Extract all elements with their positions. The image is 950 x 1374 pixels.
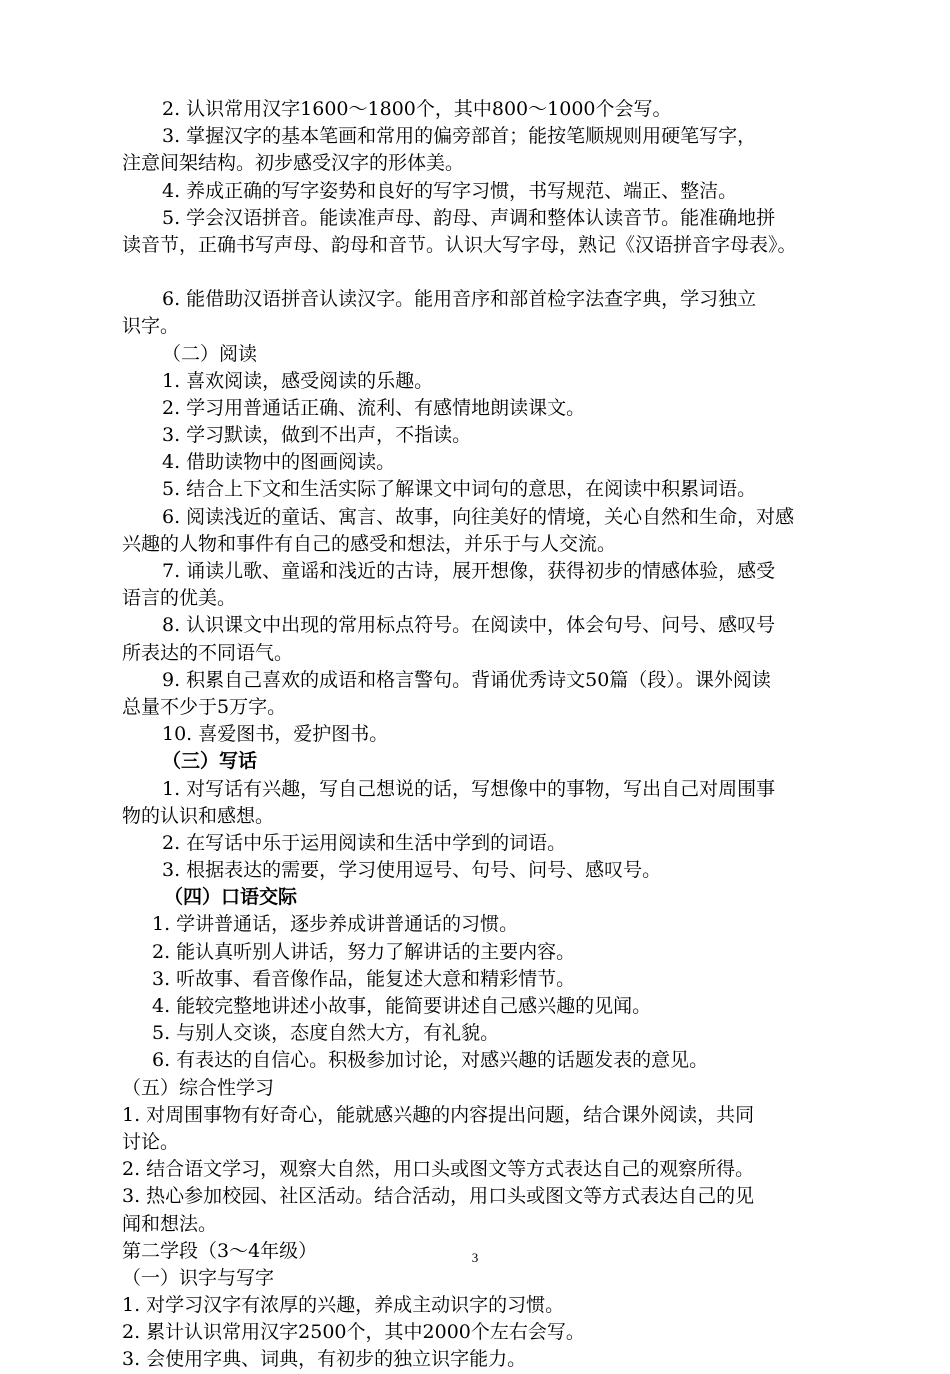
paragraph-line: 闻和想法。 (122, 1212, 218, 1235)
stage-heading: 第二学段（3～4年级） (122, 1239, 318, 1262)
paragraph-line: 1. 对学习汉字有浓厚的兴趣，养成主动识字的习惯。 (122, 1294, 565, 1317)
paragraph-line: 3. 热心参加校园、社区活动。结合活动，用口头或图文等方式表达自己的见 (122, 1185, 755, 1208)
blank-line (122, 259, 867, 286)
paragraph-line: 8. 认识课文中出现的常用标点符号。在阅读中，体会句号、问号、感叹号 (162, 614, 776, 637)
section-heading-oral: （四）口语交际 (164, 886, 298, 909)
paragraph-line: 5. 结合上下文和生活实际了解课文中词句的意思，在阅读中积累词语。 (162, 478, 757, 501)
paragraph-line: 6. 能借助汉语拼音认读汉字。能用音序和部首检字法查字典，学习独立 (162, 288, 757, 311)
paragraph-line: 2. 认识常用汉字1600～1800个，其中800～1000个会写。 (162, 98, 672, 120)
paragraph-line: 总量不少于5万字。 (122, 695, 287, 718)
paragraph-line: 2. 学习用普通话正确、流利、有感情地朗读课文。 (162, 396, 586, 419)
paragraph-line: 注意间架结构。初步感受汉字的形体美。 (122, 152, 465, 175)
paragraph-line: 语言的优美。 (122, 587, 237, 610)
paragraph-line: 读音节，正确书写声母、韵母和音节。认识大写字母，熟记《汉语拼音字母表》。 (122, 233, 797, 256)
paragraph-line: 6. 有表达的自信心。积极参加讨论，对感兴趣的话题发表的意见。 (152, 1049, 709, 1072)
paragraph-line: 1. 对写话有兴趣，写自己想说的话，写想像中的事物，写出自己对周围事 (162, 777, 776, 800)
section-heading-writing: （三）写话 (162, 750, 258, 773)
page-number: 3 (471, 1250, 479, 1265)
paragraph-line: 4. 借助读物中的图画阅读。 (162, 451, 396, 474)
paragraph-line: 2. 能认真听别人讲话，努力了解讲话的主要内容。 (152, 940, 576, 963)
section-heading-comprehensive: （五）综合性学习 (122, 1076, 275, 1099)
paragraph-line: 1. 对周围事物有好奇心，能就感兴趣的内容提出问题，结合课外阅读，共同 (122, 1103, 755, 1126)
section-heading-literacy: （一）识字与写字 (122, 1266, 275, 1289)
paragraph-line: 5. 学会汉语拼音。能读准声母、韵母、声调和整体认读音节。能准确地拼 (162, 206, 776, 229)
paragraph-line: 2. 在写话中乐于运用阅读和生活中学到的词语。 (162, 831, 567, 854)
paragraph-line: 所表达的不同语气。 (122, 641, 294, 664)
paragraph-line: 3. 会使用字典、词典，有初步的独立识字能力。 (122, 1348, 527, 1371)
paragraph-line: 3. 学习默读，做到不出声，不指读。 (162, 424, 472, 447)
paragraph-line: 4. 养成正确的写字姿势和良好的写字习惯，书写规范、端正、整洁。 (162, 179, 738, 202)
paragraph-line: 9. 积累自己喜欢的成语和格言警句。背诵优秀诗文50篇（段）。课外阅读 (162, 668, 771, 691)
paragraph-line: 识字。 (122, 315, 180, 338)
paragraph-line: 兴趣的人物和事件有自己的感受和想法，并乐于与人交流。 (122, 532, 617, 555)
paragraph-line: 10. 喜爱图书，爱护图书。 (162, 723, 389, 746)
paragraph-line: 7. 诵读儿歌、童谣和浅近的古诗，展开想像，获得初步的情感体验，感受 (162, 560, 776, 582)
paragraph-line: 3. 掌握汉字的基本笔画和常用的偏旁部首；能按笔顺规则用硬笔写字， (162, 125, 757, 148)
paragraph-line: 1. 喜欢阅读，感受阅读的乐趣。 (162, 369, 434, 392)
paragraph-line: 4. 能较完整地讲述小故事，能简要讲述自己感兴趣的见闻。 (152, 995, 652, 1017)
paragraph-line: 讨论。 (122, 1130, 180, 1153)
paragraph-line: 2. 累计认识常用汉字2500个，其中2000个左右会写。 (122, 1321, 585, 1344)
paragraph-line: 3. 根据表达的需要，学习使用逗号、句号、问号、感叹号。 (162, 859, 662, 882)
paragraph-line: 物的认识和感想。 (122, 804, 275, 827)
paragraph-line: 6. 阅读浅近的童话、寓言、故事，向往美好的情境，关心自然和生命，对感 (162, 505, 795, 528)
body-text (122, 96, 867, 1374)
section-heading-reading: （二）阅读 (162, 342, 258, 365)
paragraph-line: 2. 结合语文学习，观察大自然，用口头或图文等方式表达自己的观察所得。 (122, 1158, 755, 1181)
paragraph-line: 5. 与别人交谈，态度自然大方，有礼貌。 (152, 1022, 500, 1045)
paragraph-line: 3. 听故事、看音像作品，能复述大意和精彩情节。 (152, 967, 576, 990)
paragraph-line: 1. 学讲普通话，逐步养成讲普通话的习惯。 (152, 913, 519, 936)
